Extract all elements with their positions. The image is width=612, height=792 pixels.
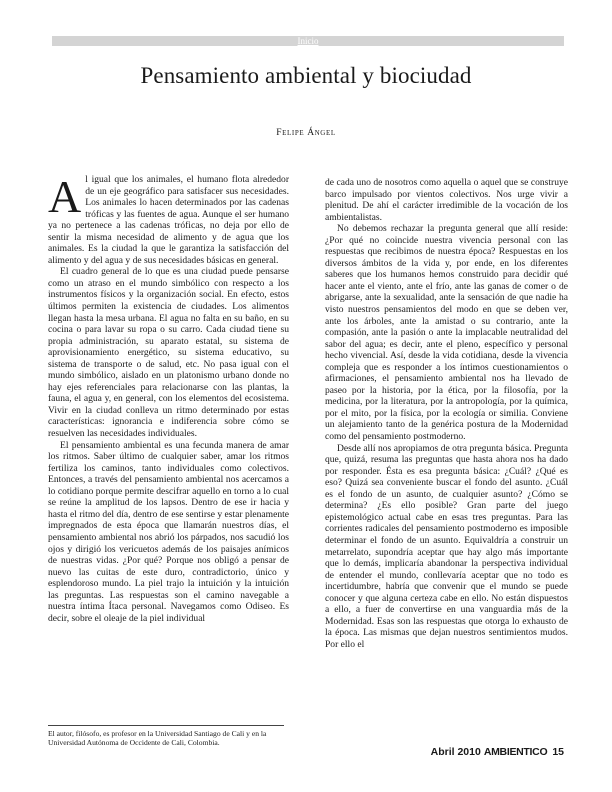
page-number: 15 [552,746,564,758]
paragraph [48,171,289,266]
right-column [325,177,568,650]
paragraph: El pensamiento ambiental es una fecunda manera de amar los ritmos. Saber último de cualquier saber, amar los ritmos fertiliza los caminos, tanto individuales como colectivos. Entonces, a través del pensamiento ambiental nos acercamos a lo cotidiano porque permite descifrar aquello en torno a lo cual se reúne la amplitud de los lapsos. Dentro de ese ir hacia y hasta el ritmo del día, dentro de ese sentirse y estar plenamente impregnados de esta época que llamarán nuestros días, el pensamiento ambiental nos abrió los párpados, nos sacudió los ojos y dirigió los vericuetos además de los paisajes anímicos de nuestras vidas. ¿Por qué? Porque nos obligó a pensar de nuevo las cuitas de este duro, contradictorio, único y esplendoroso mundo. La piel trajo la intuición y la intuición las preguntas. Las respuestas son el camino navegable a nuestra íntima Ítaca personal. Navegamos como Odiseo. Es decir, sobre el oleaje de la piel individual [48,439,289,624]
article-title: Pensamiento ambiental y biociudad [140,63,472,88]
footnote: El autor, filósofo, es profesor en la Universidad Santiago de Cali y en la Universidad Autónoma de Occidente de Cali, Colombia. [48,729,267,747]
paragraph: de cada uno de nosotros como aquella o aquel que se construye barco impulsado por vientos colectivos. Nos urge vivir a plenitud. De ahí el carácter irredimible de la vocación de los ambientalistas. [325,177,568,223]
issue-date: Abril 2010 [430,746,481,758]
paragraph: Desde allí nos apropiamos de otra pregunta básica. Pregunta que, quizá, resuma las preguntas que hasta ahora nos ha dado por responder. Ésta es esa pregunta básica: ¿Cuál? ¿Qué es eso? Quizá sea conveniente buscar el fondo del asunto. ¿Cuál es el fondo de un asunto, de cualquier asunto? ¿Cómo se determina? ¿Es ello posible? Gran parte del juego epistemológico actual cabe en esas tres preguntas. Para las corrientes radicales del pensamiento postmoderno es imposible determinar el fondo de un asunto. Equivaldría a construir un metarrelato, supondría aceptar que hay algo más importante que lo demás, implicaría abandonar la perspectiva individual de entender el mundo, conllevaría aceptar que no todo es incertidumbre, habría que convenir que el mundo se puede conocer y que alguna certeza cabe en ello. No están dispuestos a ello, a fuer de convertirse en una vanguardia más de la Modernidad. Esas son las respuestas que otorga lo exhausto de la época. Las mismas que dejan nuestros sentimientos mudos. Por ello el [325,442,568,650]
footnote-divider [48,725,284,726]
header-bar [52,36,564,46]
drop-cap: A [48,171,82,222]
left-column [48,171,289,624]
paragraph: El cuadro general de lo que es una ciudad puede pensarse como un atraso en el mundo simbólico con respecto a los instrumentos físicos y la organización social. En efecto, estos últimos permiten la existencia de ciudades. Los alimentos llegan hasta la mesa urbana. El agua no falta en su baño, en su cocina o para lavar su ropa o su carro. Cada ciudad tiene su propia administración, su aparato estatal, su sistema de aprovisionamiento energético, su sistema educativo, su sistema de transporte o de salud, etc. No pasa igual con el mundo simbólico, aislado en un platonismo urbano donde no hay ejes referenciales para relacionarse con las plantas, la fauna, el agua y, en general, con los elementos del ecosistema. Vivir en la ciudad conlleva un ritmo determinado por estas características: ignorancia e indiferencia sobre cómo se resuelven las necesidades individuales. [48,266,289,440]
magazine-name: AMBIENTICO [483,746,548,758]
paragraph: No debemos rechazar la pregunta general que allí reside: ¿Por qué no coincide nuestra vivencia personal con las respuestas que recibimos de nuestra época? Respuestas en los diversos ámbitos de la vida y, por ende, en los diferentes saberes que los humanos hemos construido para decidir qué hacer ante el viento, ante el frío, ante las ganas de comer o de abrigarse, ante la sexualidad, ante la sensación de que nadie ha visto nuestros pensamientos del modo en que se deben ver, ante los árboles, ante la amistad o su contrario, ante la compasión, ante la pasión o ante la implacable neutralidad del sabor del agua; es decir, ante el pleno, específico y personal hecho vivencial. Así, desde la vida cotidiana, desde la vivencia compleja que es responder a los íntimos cuestionamientos o afirmaciones, el pensamiento ambiental nos ha llevado de paseo por la historia, por la ética, por la filosofía, por la medicina, por la literatura, por la antropología, por la química, por el mito, por la física, por la ecología or similia. Conviene un alejamiento tanto de la genérica postura de la Modernidad como del pensamiento postmoderno. [325,223,568,443]
home-link[interactable]: Inicio [297,36,319,46]
paragraph-text: l igual que los animales, el humano flota alrededor de un eje geográfico para satisfacer sus necesidades. Los animales lo hacen determinados por las cadenas tróficas y las fuentes de agua. Aunque el ser humano ya no pertenece a las cadenas tróficas, no deja por ello de sentir la misma necesidad de alimento y de agua que los animales. Es la ciudad la que le garantiza la satisfacción del alimento y del agua y de sus necesidades básicas en general. [48,174,289,266]
article-author: Felipe Ángel [276,128,336,138]
page-footer [431,746,564,758]
